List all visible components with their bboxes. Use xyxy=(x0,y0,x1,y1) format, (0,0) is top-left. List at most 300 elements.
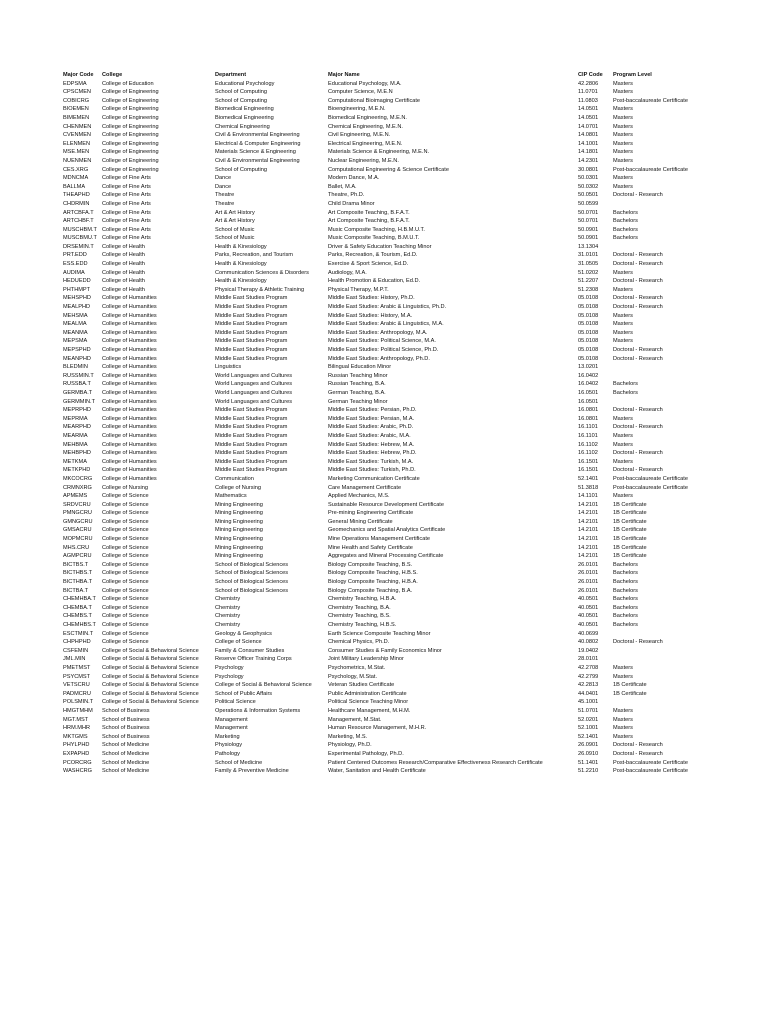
cip-code-cell: 16.1501 xyxy=(578,467,599,474)
department-cell: Dance xyxy=(215,175,232,182)
cip-code-cell: 14.1101 xyxy=(578,493,598,500)
major-name-cell: Sustainable Resource Development Certificate xyxy=(328,501,444,508)
college-cell: College of Science xyxy=(102,561,149,568)
college-cell: School of Medicine xyxy=(102,768,150,775)
program-level-cell xyxy=(613,647,713,656)
table-row xyxy=(63,226,713,235)
table-row xyxy=(63,97,713,106)
major-name-cell: General Mining Certificate xyxy=(328,518,393,525)
cip-code-cell: 26.0901 xyxy=(578,742,599,749)
college-cell: College of Humanities xyxy=(102,415,157,422)
program-level-cell: Doctoral - Research xyxy=(613,450,663,457)
major-name-cell: Middle East Studies: Persian, M.A. xyxy=(328,415,415,422)
department-cell: Middle East Studies Program xyxy=(215,450,288,457)
cip-code-cell: 51.1401 xyxy=(578,759,599,766)
program-level-cell: Masters xyxy=(613,132,633,139)
major-name-cell: Middle East Studies: Hebrew, Ph.D. xyxy=(328,450,417,457)
table-row xyxy=(63,750,713,759)
table-row xyxy=(63,380,713,389)
table-row xyxy=(63,569,713,578)
major-code-cell: MEPSPHD xyxy=(63,347,91,353)
department-cell: Operations & Information Systems xyxy=(215,707,301,714)
program-level-cell: Post-baccalaureate Certificate xyxy=(613,97,688,104)
table-row xyxy=(63,166,713,175)
college-cell: College of Humanities xyxy=(102,295,157,302)
college-cell: College of Health xyxy=(102,243,145,250)
cip-code-cell: 14.2101 xyxy=(578,518,599,525)
major-code-cell: MEHSMA xyxy=(63,312,88,319)
table-row xyxy=(63,200,713,209)
college-cell: College of Health xyxy=(102,252,145,259)
major-name-cell: Modern Dance, M.A. xyxy=(328,175,380,182)
table-row xyxy=(63,509,713,518)
college-cell: College of Fine Arts xyxy=(102,235,151,242)
department-cell: Management xyxy=(215,716,248,723)
table-row xyxy=(63,346,713,355)
major-name-cell: Geomechanics and Spatial Analytics Certificate xyxy=(328,527,446,534)
cip-code-cell: 14.2301 xyxy=(578,157,599,164)
major-name-cell: Russian Teaching Minor xyxy=(328,372,388,379)
cip-code-cell: 42.2813 xyxy=(578,682,599,689)
department-cell: Middle East Studies Program xyxy=(215,338,288,345)
department-cell: Family & Consumer Studies xyxy=(215,647,285,654)
program-level-cell xyxy=(613,363,713,372)
major-name-cell: Pre-mining Engineering Certificate xyxy=(328,510,414,517)
table-row xyxy=(63,432,713,441)
department-cell: Management xyxy=(215,725,248,732)
college-cell: College of Engineering xyxy=(102,89,159,96)
major-code-cell: ARTCHBF.T xyxy=(63,218,94,225)
cip-code-cell: 16.1102 xyxy=(578,450,598,457)
table-row xyxy=(63,724,713,733)
program-level-cell: 1B Certificate xyxy=(613,518,647,525)
major-code-cell: JML.MIN xyxy=(63,656,86,663)
major-name-cell: Chemical Engineering, M.E.N. xyxy=(328,123,403,130)
major-code-cell: BICTHBA.T xyxy=(63,579,93,586)
cip-code-cell: 51.2207 xyxy=(578,278,599,285)
major-name-cell: Audiology, M.A. xyxy=(328,269,367,276)
cip-code-cell: 50.0599 xyxy=(578,200,599,207)
program-level-cell: Doctoral - Research xyxy=(613,252,663,259)
major-name-cell: Middle East Studies: Turkish, Ph.D. xyxy=(328,467,416,474)
college-cell: College of Engineering xyxy=(102,97,159,104)
department-cell: Mining Engineering xyxy=(215,518,263,525)
cip-code-cell: 40.0501 xyxy=(578,596,599,603)
major-code-cell: EDPSMA xyxy=(63,80,87,87)
college-cell: College of Humanities xyxy=(102,329,157,336)
cip-code-cell: 40.0802 xyxy=(578,639,599,646)
college-cell: School of Business xyxy=(102,733,150,740)
department-cell: Middle East Studies Program xyxy=(215,441,288,448)
header-major-code: Major Code xyxy=(63,72,94,78)
major-code-cell: MEHBMA xyxy=(63,441,88,448)
college-cell: College of Fine Arts xyxy=(102,218,151,225)
department-cell: Middle East Studies Program xyxy=(215,312,288,319)
table-row xyxy=(63,243,713,252)
table-row xyxy=(63,604,713,613)
table-row xyxy=(63,578,713,587)
major-code-cell: MEPRMA xyxy=(63,415,88,422)
header-department: Department xyxy=(215,72,247,78)
program-level-cell: Bachelors xyxy=(613,226,638,233)
cip-code-cell: 14.0701 xyxy=(578,123,599,130)
department-cell: Middle East Studies Program xyxy=(215,424,288,431)
department-cell: Middle East Studies Program xyxy=(215,329,288,336)
table-row xyxy=(63,698,713,707)
department-cell: Pathology xyxy=(215,750,240,757)
college-cell: College of Humanities xyxy=(102,398,157,405)
table-row xyxy=(63,441,713,450)
department-cell: Communication xyxy=(215,475,254,482)
major-name-cell: Russian Teaching, B.A. xyxy=(328,381,386,388)
cip-code-cell: 52.1001 xyxy=(578,725,599,732)
program-level-cell xyxy=(613,630,713,639)
cip-code-cell: 50.0302 xyxy=(578,183,599,190)
table-row xyxy=(63,389,713,398)
cip-code-cell: 19.0402 xyxy=(578,647,599,654)
program-level-cell: Masters xyxy=(613,321,633,328)
department-cell: Middle East Studies Program xyxy=(215,467,288,474)
table-row xyxy=(63,733,713,742)
college-cell: College of Fine Arts xyxy=(102,175,151,182)
major-name-cell: Chemistry Teaching, H.B.A. xyxy=(328,596,397,603)
major-code-cell: CHEMHBA.T xyxy=(63,596,96,603)
major-name-cell: Middle East Studies: Arabic, Ph.D. xyxy=(328,424,414,431)
major-name-cell: Middle East Studies: Anthropology, Ph.D. xyxy=(328,355,430,362)
major-name-cell: Chemistry Teaching, B.A. xyxy=(328,604,391,611)
department-cell: Psychology xyxy=(215,673,244,680)
department-cell: Middle East Studies Program xyxy=(215,321,288,328)
program-level-cell: Masters xyxy=(613,106,633,113)
major-code-cell: MDNCMA xyxy=(63,175,89,182)
program-level-cell: Bachelors xyxy=(613,209,638,216)
college-cell: College of Engineering xyxy=(102,123,159,130)
major-name-cell: Middle East Studies: History, Ph.D. xyxy=(328,295,415,302)
major-code-cell: ELENMEN xyxy=(63,140,91,147)
college-cell: College of Science xyxy=(102,604,149,611)
major-code-cell: BIOEMEN xyxy=(63,106,89,113)
table-row xyxy=(63,123,713,132)
major-code-cell: PHYLPHD xyxy=(63,742,90,749)
major-name-cell: Experimental Pathology, Ph.D. xyxy=(328,750,404,757)
cip-code-cell: 11.0701 xyxy=(578,89,598,96)
major-code-cell: BICTBS.T xyxy=(63,561,89,568)
program-level-cell: Masters xyxy=(613,89,633,96)
program-level-cell: Masters xyxy=(613,312,633,319)
major-name-cell: Middle East Studies: Political Science, M.A. xyxy=(328,338,436,345)
cip-code-cell: 51.0202 xyxy=(578,269,599,276)
department-cell: School of Music xyxy=(215,226,255,233)
cip-code-cell: 16.1101 xyxy=(578,424,598,431)
major-code-cell: MKTGMS xyxy=(63,733,88,740)
program-listing-sheet xyxy=(63,71,713,776)
major-name-cell: Middle East Studies: Arabic & Linguistics, Ph.D. xyxy=(328,304,447,311)
cip-code-cell: 16.1102 xyxy=(578,441,598,448)
college-cell: School of Business xyxy=(102,716,150,723)
major-name-cell: Water, Sanitation and Health Certificate xyxy=(328,768,426,775)
major-name-cell: Earth Science Composite Teaching Minor xyxy=(328,630,431,637)
department-cell: School of Biological Sciences xyxy=(215,561,289,568)
table-row xyxy=(63,526,713,535)
department-cell: College of Nursing xyxy=(215,484,262,491)
major-name-cell: Middle East Studies: Anthropology, M.A. xyxy=(328,329,428,336)
program-level-cell: Doctoral - Research xyxy=(613,347,663,353)
college-cell: College of Science xyxy=(102,553,149,560)
cip-code-cell: 50.0501 xyxy=(578,192,599,199)
department-cell: College of Social & Behavioral Science xyxy=(215,682,312,689)
college-cell: College of Humanities xyxy=(102,347,157,353)
department-cell: School of Public Affairs xyxy=(215,690,273,697)
cip-code-cell: 14.2101 xyxy=(578,527,599,534)
major-code-cell: POLSMIN.T xyxy=(63,699,94,706)
cip-code-cell: 16.0402 xyxy=(578,372,599,379)
major-code-cell: MUSCHBM.T xyxy=(63,226,97,233)
major-code-cell: CRMNXRG xyxy=(63,484,92,491)
college-cell: College of Humanities xyxy=(102,389,157,396)
program-level-cell: 1B Certificate xyxy=(613,510,647,517)
table-row xyxy=(63,191,713,200)
college-cell: College of Science xyxy=(102,622,149,628)
header-cip-code: CIP Code xyxy=(578,72,603,78)
major-code-cell: NUENMEN xyxy=(63,157,92,164)
program-level-cell: Bachelors xyxy=(613,613,638,620)
table-row xyxy=(63,251,713,260)
major-name-cell: Educational Psychology, M.A. xyxy=(328,80,402,87)
college-cell: College of Science xyxy=(102,579,149,586)
major-code-cell: GERMMIN.T xyxy=(63,398,96,405)
major-name-cell: German Teaching, B.A. xyxy=(328,389,386,396)
table-row xyxy=(63,681,713,690)
college-cell: College of Humanities xyxy=(102,338,157,345)
table-row xyxy=(63,114,713,123)
department-cell: Chemistry xyxy=(215,604,241,611)
major-name-cell: Aggregates and Mineral Processing Certificate xyxy=(328,553,444,560)
department-cell: Linguistics xyxy=(215,364,242,371)
major-name-cell: Health Promotion & Education, Ed.D. xyxy=(328,278,421,285)
major-code-cell: THEAPHD xyxy=(63,192,90,199)
major-name-cell: Joint Military Leadership Minor xyxy=(328,656,404,663)
cip-code-cell: 51.2308 xyxy=(578,286,599,293)
cip-code-cell: 14.0801 xyxy=(578,132,599,139)
cip-code-cell: 30.0801 xyxy=(578,166,599,173)
program-level-cell: Post-baccalaureate Certificate xyxy=(613,759,688,766)
department-cell: World Languages and Cultures xyxy=(215,398,293,405)
cip-code-cell: 05.0108 xyxy=(578,329,599,336)
major-code-cell: MUSCBMU.T xyxy=(63,235,97,242)
major-name-cell: Ballet, M.A. xyxy=(328,183,357,190)
major-name-cell: Biology Composite Teaching, H.B.S. xyxy=(328,570,418,577)
department-cell: Family & Preventive Medicine xyxy=(215,768,289,775)
cip-code-cell: 13.1304 xyxy=(578,243,599,250)
program-level-cell: Masters xyxy=(613,673,633,680)
major-name-cell: Middle East Studies: History, M.A. xyxy=(328,312,413,319)
major-code-cell: MGT.MST xyxy=(63,716,89,723)
cip-code-cell: 16.0801 xyxy=(578,415,599,422)
college-cell: College of Fine Arts xyxy=(102,226,151,233)
table-row xyxy=(63,458,713,467)
header-major-name: Major Name xyxy=(328,72,360,78)
program-level-cell: Masters xyxy=(613,329,633,336)
college-cell: College of Humanities xyxy=(102,304,157,311)
college-cell: College of Humanities xyxy=(102,450,157,457)
program-level-cell: Masters xyxy=(613,286,633,293)
cip-code-cell: 16.0801 xyxy=(578,407,599,414)
program-level-cell: Masters xyxy=(613,149,633,156)
department-cell: Art & Art History xyxy=(215,209,255,216)
department-cell: Physical Therapy & Athletic Training xyxy=(215,286,305,293)
cip-code-cell: 16.1501 xyxy=(578,458,599,465)
program-level-cell xyxy=(613,200,713,209)
program-level-cell xyxy=(613,398,713,407)
college-cell: College of Science xyxy=(102,510,149,517)
program-level-cell: Doctoral - Research xyxy=(613,192,663,199)
cip-code-cell: 26.0101 xyxy=(578,561,599,568)
program-level-cell: Doctoral - Research xyxy=(613,278,663,285)
college-cell: College of Humanities xyxy=(102,407,157,414)
cip-code-cell: 26.0101 xyxy=(578,570,599,577)
major-code-cell: MEHBPHD xyxy=(63,450,91,457)
college-cell: College of Engineering xyxy=(102,114,159,121)
major-name-cell: Applied Mechanics, M.S. xyxy=(328,493,390,500)
major-code-cell: CHEMBA.T xyxy=(63,604,92,611)
program-level-cell: Doctoral - Research xyxy=(613,407,663,414)
major-name-cell: Nuclear Engineering, M.E.N. xyxy=(328,157,399,164)
department-cell: School of Computing xyxy=(215,89,267,96)
program-level-cell: Bachelors xyxy=(613,579,638,586)
college-cell: College of Fine Arts xyxy=(102,200,151,207)
table-row xyxy=(63,286,713,295)
major-code-cell: VETSCRU xyxy=(63,682,90,689)
program-level-cell: Bachelors xyxy=(613,622,638,628)
major-code-cell: MEANMA xyxy=(63,329,88,336)
table-row xyxy=(63,406,713,415)
table-row xyxy=(63,423,713,432)
program-level-cell: Bachelors xyxy=(613,596,638,603)
department-cell: School of Biological Sciences xyxy=(215,587,289,594)
table-row xyxy=(63,587,713,596)
table-row xyxy=(63,535,713,544)
table-row xyxy=(63,157,713,166)
table-row xyxy=(63,673,713,682)
major-name-cell: Middle East Studies: Persian, Ph.D. xyxy=(328,407,417,414)
department-cell: Middle East Studies Program xyxy=(215,458,288,465)
major-code-cell: MKCOCRG xyxy=(63,475,93,482)
major-name-cell: Physiology, Ph.D. xyxy=(328,742,372,749)
cip-code-cell: 40.0501 xyxy=(578,613,599,620)
major-name-cell: Bioengineering, M.E.N. xyxy=(328,106,386,113)
major-name-cell: Human Resource Management, M.H.R. xyxy=(328,725,427,732)
major-name-cell: Healthcare Management, M.H.M. xyxy=(328,707,411,714)
department-cell: Psychology xyxy=(215,664,244,671)
major-code-cell: WASHCRG xyxy=(63,768,93,775)
program-level-cell: Bachelors xyxy=(613,604,638,611)
college-cell: College of Science xyxy=(102,544,149,551)
cip-code-cell: 50.0701 xyxy=(578,218,599,225)
table-row xyxy=(63,88,713,97)
table-row xyxy=(63,466,713,475)
department-cell: Mining Engineering xyxy=(215,527,263,534)
college-cell: College of Social & Behavioral Science xyxy=(102,647,199,654)
college-cell: College of Social & Behavioral Science xyxy=(102,690,199,697)
college-cell: College of Social & Behavioral Science xyxy=(102,656,199,663)
college-cell: College of Health xyxy=(102,269,145,276)
cip-code-cell: 50.0901 xyxy=(578,235,599,242)
program-level-cell: Masters xyxy=(613,140,633,147)
college-cell: College of Fine Arts xyxy=(102,209,151,216)
major-code-cell: COBICRG xyxy=(63,97,90,104)
college-cell: College of Science xyxy=(102,493,149,500)
college-cell: College of Humanities xyxy=(102,321,157,328)
table-body xyxy=(63,80,713,776)
cip-code-cell: 44.0401 xyxy=(578,690,599,697)
program-level-cell: Masters xyxy=(613,80,633,87)
cip-code-cell: 14.1001 xyxy=(578,140,599,147)
table-row xyxy=(63,234,713,243)
major-name-cell: Computer Science, M.E.N xyxy=(328,89,393,96)
department-cell: Electrical & Computer Engineering xyxy=(215,140,301,147)
cip-code-cell: 05.0108 xyxy=(578,355,599,362)
table-row xyxy=(63,484,713,493)
college-cell: College of Social & Behavioral Science xyxy=(102,664,199,671)
major-code-cell: CHEMBS.T xyxy=(63,613,92,620)
table-row xyxy=(63,741,713,750)
major-name-cell: German Teaching Minor xyxy=(328,398,388,405)
program-level-cell: Masters xyxy=(613,114,633,121)
department-cell: Health & Kinesiology xyxy=(215,278,267,285)
program-table xyxy=(63,71,713,776)
major-code-cell: CHPHPHD xyxy=(63,639,91,646)
major-code-cell: CHDRMIN xyxy=(63,200,90,207)
cip-code-cell: 50.0901 xyxy=(578,226,599,233)
college-cell: College of Science xyxy=(102,518,149,525)
major-name-cell: Chemistry Teaching, B.S. xyxy=(328,613,391,620)
cip-code-cell: 16.0501 xyxy=(578,398,599,405)
table-row xyxy=(63,612,713,621)
cip-code-cell: 31.0101 xyxy=(578,252,599,259)
department-cell: Mining Engineering xyxy=(215,536,263,543)
major-code-cell: ARTCBFA.T xyxy=(63,209,94,216)
program-level-cell: Bachelors xyxy=(613,381,638,388)
program-level-cell: Bachelors xyxy=(613,389,638,396)
college-cell: College of Science xyxy=(102,527,149,534)
program-level-cell xyxy=(613,243,713,252)
college-cell: College of Humanities xyxy=(102,441,157,448)
major-code-cell: CES.XRG xyxy=(63,166,89,173)
program-level-cell: 1B Certificate xyxy=(613,527,647,534)
major-name-cell: Patient Centered Outcomes Research/Comparative Effectiveness Research Certificate xyxy=(328,759,543,766)
cip-code-cell: 16.0501 xyxy=(578,389,599,396)
table-row xyxy=(63,707,713,716)
college-cell: College of Engineering xyxy=(102,149,159,156)
major-code-cell: CHEMHBS.T xyxy=(63,622,96,628)
program-level-cell: Masters xyxy=(613,157,633,164)
program-level-cell: Masters xyxy=(613,725,633,732)
major-name-cell: Mine Health and Safety Certificate xyxy=(328,544,413,551)
major-code-cell: AUDIMA xyxy=(63,269,85,276)
college-cell: College of Science xyxy=(102,630,149,637)
major-name-cell: Marketing, M.S. xyxy=(328,733,368,740)
department-cell: School of Biological Sciences xyxy=(215,570,289,577)
table-row xyxy=(63,131,713,140)
table-row xyxy=(63,690,713,699)
college-cell: College of Science xyxy=(102,613,149,620)
major-code-cell: MEPSMA xyxy=(63,338,88,345)
college-cell: College of Social & Behavioral Science xyxy=(102,673,199,680)
major-code-cell: MEALPHD xyxy=(63,304,91,311)
program-level-cell: 1B Certificate xyxy=(613,553,647,560)
table-row xyxy=(63,552,713,561)
table-row xyxy=(63,544,713,553)
